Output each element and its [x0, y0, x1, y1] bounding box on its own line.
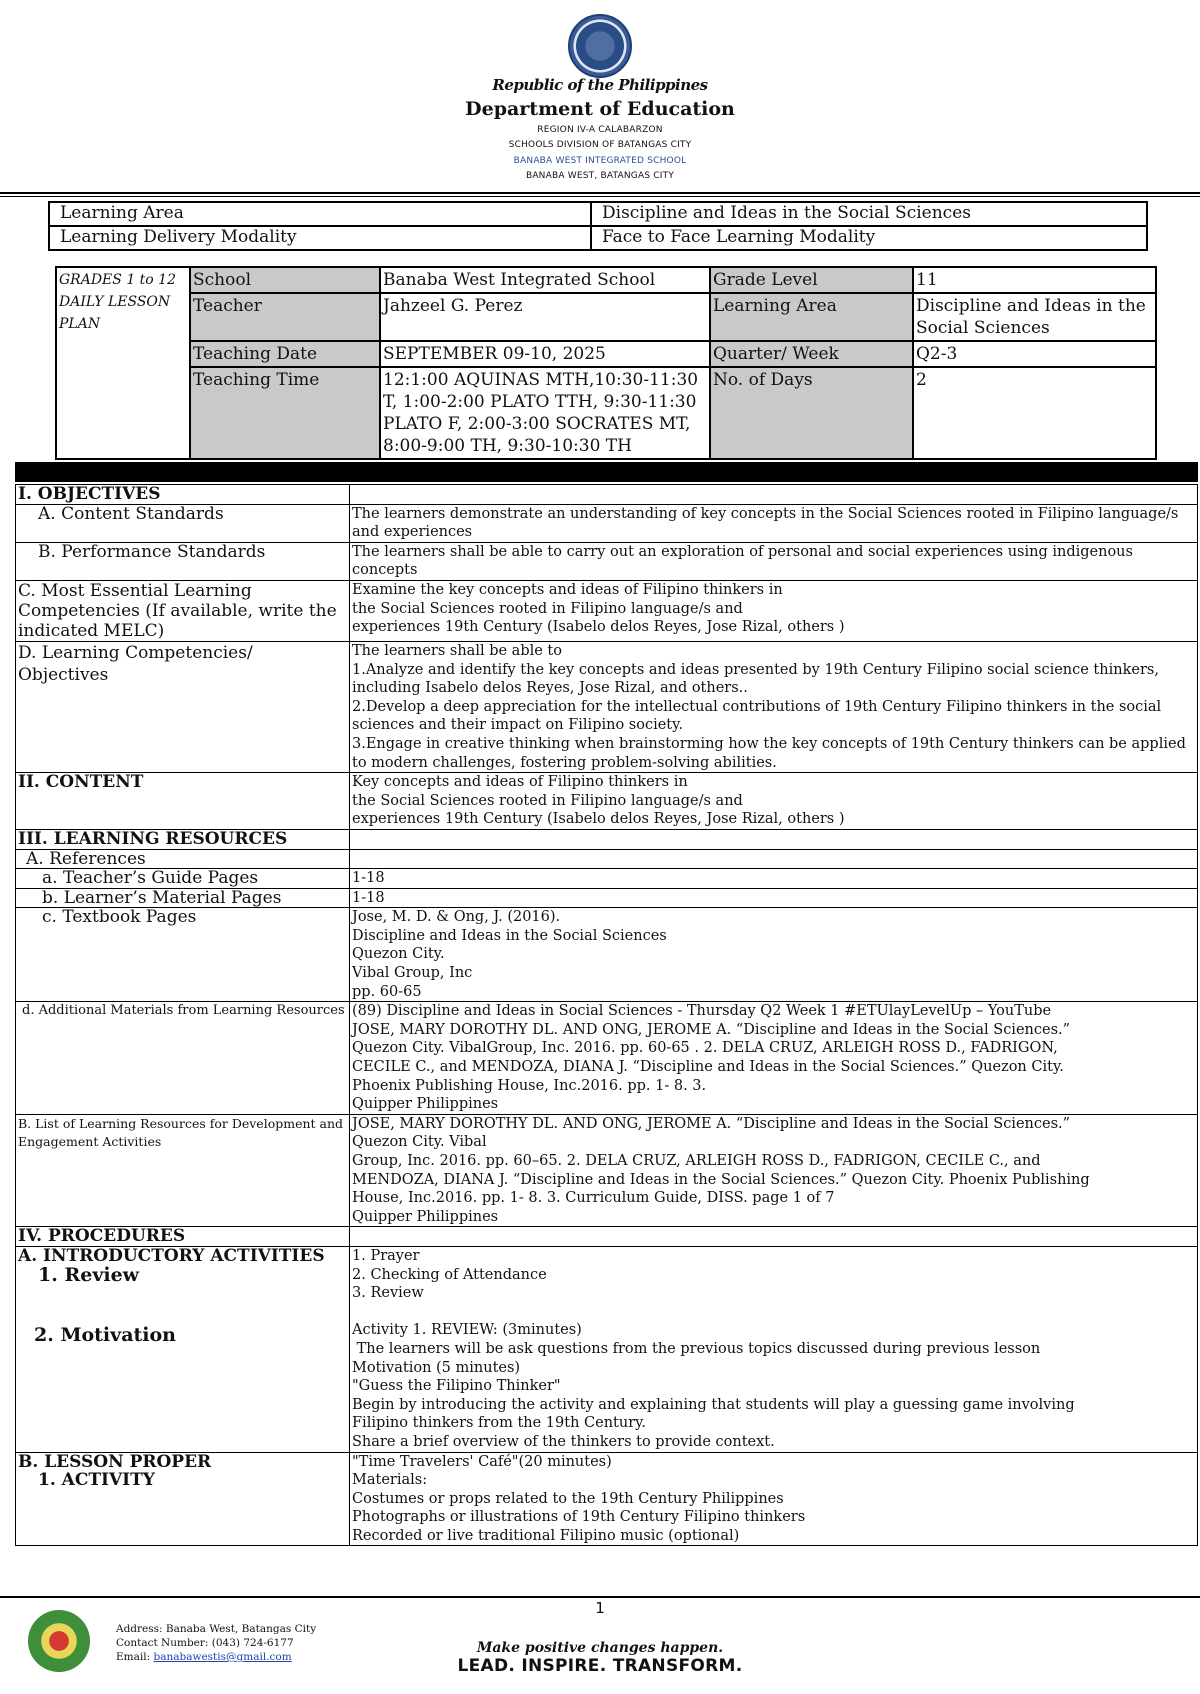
footer-email-label: Email: — [116, 1651, 151, 1663]
info-learning-area-value: Discipline and Ideas in the Social Sciences — [913, 293, 1156, 341]
procedures-label: IV. PROCEDURES — [16, 1227, 350, 1247]
melc-label: C. Most Essential Learning Competencies (If available, write the indicated MELC) — [16, 580, 350, 641]
footer-divider — [0, 1596, 1200, 1598]
school-value: Banaba West Integrated School — [380, 267, 710, 293]
dlp-title: GRADES 1 to 12 DAILY LESSON PLAN — [56, 267, 190, 459]
content-label: II. CONTENT — [16, 773, 350, 830]
grade-level-label: Grade Level — [710, 267, 913, 293]
textbook-value: Jose, M. D. & Ong, J. (2016). Discipline and Ideas in the Social Sciences Quezon City. Vibal Group, Inc pp. 60-65 — [350, 908, 1198, 1002]
content-value: Key concepts and ideas of Filipino thinkers in the Social Sciences rooted in Filipino language/s and experiences 19th Century (Isabelo delos Reyes, Jose Rizal, others ) — [350, 773, 1198, 830]
performance-standards-value: The learners shall be able to carry out an exploration of personal and social experiences using indigenous concepts — [350, 542, 1198, 580]
teacher-label: Teacher — [190, 293, 380, 341]
textbook-label: c. Textbook Pages — [16, 908, 350, 1002]
page-number: 1 — [595, 1599, 605, 1617]
table-header-bar — [15, 462, 1198, 482]
teaching-date-value: SEPTEMBER 09-10, 2025 — [380, 341, 710, 367]
lesson-proper-cell — [16, 1452, 350, 1546]
deped-seal-icon — [568, 14, 632, 78]
learning-competencies-value: The learners shall be able to 1.Analyze and identify the key concepts and ideas presented by 19th Century Filipino social science thinkers, including Isabelo delos Reyes, Jose Rizal, and others.. 2.Develop a deep appreciation for the intellectual contributions of 19th Century Filipino thinkers in the social sciences and their impact on Filipino society. 3.Engage in creative thinking when brainstorming how the key concepts of 19th Century thinkers can be applied to modern challenges, fostering problem-solving abilities. — [350, 641, 1198, 772]
days-value: 2 — [913, 367, 1156, 459]
modality-value: Face to Face Learning Modality — [591, 226, 1147, 250]
info-learning-area-label: Learning Area — [710, 293, 913, 341]
learning-area-table — [48, 201, 1148, 251]
learners-material-value: 1-18 — [350, 888, 1198, 908]
footer-email-link[interactable]: banabawestis@gmail.com — [153, 1651, 292, 1663]
teaching-date-label: Teaching Date — [190, 341, 380, 367]
learning-resources-list-label: B. List of Learning Resources for Development and Engagement Activities — [16, 1114, 350, 1227]
content-standards-label: A. Content Standards — [16, 504, 350, 542]
learners-material-label: b. Learner’s Material Pages — [16, 888, 350, 908]
additional-materials-value: (89) Discipline and Ideas in Social Sciences - Thursday Q2 Week 1 #ETUlayLevelUp – YouTube JOSE, MARY DOROTHY DL. AND ONG, JEROME A. “Discipline and Ideas in the Social Sciences.” Quezon City. VibalGroup, Inc. 2016. pp. 60-65 . 2. DELA CRUZ, ARLEIGH ROSS D., FADRIGON, CECILE C., and MENDOZA, DIANA J. “Discipline and Ideas in the Social Sciences.” Quezon City. Phoenix Publishing House, Inc.2016. pp. 1- 8. 3. Quipper Philippines — [350, 1002, 1198, 1115]
footer-slogan: Make positive changes happen. — [476, 1640, 724, 1656]
introductory-activities-label: A. INTRODUCTORY ACTIVITIES — [18, 1245, 325, 1266]
department-heading: Department of Education — [465, 98, 735, 120]
introductory-activities-cell — [16, 1246, 350, 1452]
teachers-guide-value: 1-18 — [350, 869, 1198, 889]
quarter-week-value: Q2-3 — [913, 341, 1156, 367]
review-label: 1. Review — [38, 1263, 140, 1286]
objectives-label: I. OBJECTIVES — [16, 485, 350, 505]
region-text: REGION IV-A CALABARZON — [537, 125, 663, 135]
lesson-info-table — [55, 266, 1157, 460]
footer-address: Address: Banaba West, Batangas City — [116, 1623, 317, 1635]
motivation-label: 2. Motivation — [34, 1324, 176, 1347]
activity-label: 1. ACTIVITY — [38, 1470, 155, 1491]
content-standards-value: The learners demonstrate an understanding of key concepts in the Social Sciences rooted in Filipino language/s and experiences — [350, 504, 1198, 542]
teaching-time-label: Teaching Time — [190, 367, 380, 459]
learning-resources-list-value: JOSE, MARY DOROTHY DL. AND ONG, JEROME A. “Discipline and Ideas in the Social Sciences.” Quezon City. Vibal Group, Inc. 2016. pp. 60–65. 2. DELA CRUZ, ARLEIGH ROSS D., FADRIGON, CECILE C., and MENDOZA, DIANA J. “Discipline and Ideas in the Social Sciences.” Quezon City. Phoenix Publishing House, Inc.2016. pp. 1- 8. 3. Curriculum Guide, DISS. page 1 of 7 Quipper Philippines — [350, 1114, 1198, 1227]
references-label: A. References — [16, 849, 350, 869]
performance-standards-label: B. Performance Standards — [16, 542, 350, 580]
header-divider-thin — [0, 196, 1200, 197]
header-divider — [0, 192, 1200, 194]
lesson-plan-table — [15, 484, 1198, 1546]
melc-value: Examine the key concepts and ideas of Filipino thinkers in the Social Sciences rooted in Filipino language/s and experiences 19th Century (Isabelo delos Reyes, Jose Rizal, others ) — [350, 580, 1198, 641]
school-name-text: BANABA WEST INTEGRATED SCHOOL — [513, 156, 687, 166]
quarter-week-label: Quarter/ Week — [710, 341, 913, 367]
modality-label: Learning Delivery Modality — [49, 226, 591, 250]
learning-resources-label: III. LEARNING RESOURCES — [16, 829, 350, 849]
teacher-value: Jahzeel G. Perez — [380, 293, 710, 341]
school-location-text: BANABA WEST, BATANGAS CITY — [525, 171, 675, 181]
additional-materials-label: d. Additional Materials from Learning Resources — [16, 1002, 350, 1115]
learning-area-label: Learning Area — [49, 202, 591, 226]
lesson-proper-label: B. LESSON PROPER — [18, 1451, 212, 1472]
learning-competencies-label: D. Learning Competencies/ Objectives — [16, 641, 350, 772]
footer-motto: LEAD. INSPIRE. TRANSFORM. — [457, 1656, 743, 1676]
grade-level-value: 11 — [913, 267, 1156, 293]
teachers-guide-label: a. Teacher’s Guide Pages — [16, 869, 350, 889]
lesson-proper-value: "Time Travelers' Café"(20 minutes) Materials: Costumes or props related to the 19th Century Philippines Photographs or illustrations of 19th Century Filipino thinkers Recorded or live traditional Filipino music (optional) — [350, 1452, 1198, 1546]
teaching-time-value: 12:1:00 AQUINAS MTH,10:30-11:30 T, 1:00-2:00 PLATO TTH, 9:30-11:30 PLATO F, 2:00-3:00 SOCRATES MT, 8:00-9:00 TH, 9:30-10:30 TH — [380, 367, 710, 459]
days-label: No. of Days — [710, 367, 913, 459]
school-label: School — [190, 267, 380, 293]
footer-contact: Contact Number: (043) 724-6177 — [116, 1637, 294, 1649]
learning-area-value: Discipline and Ideas in the Social Sciences — [591, 202, 1147, 226]
introductory-activities-value: 1. Prayer 2. Checking of Attendance 3. Review Activity 1. REVIEW: (3minutes) The learners will be ask questions from the previous topics discussed during previous lesson Motivation (5 minutes) "Guess the Filipino Thinker" Begin by introducing the activity and explaining that students will play a guessing game involving Filipino thinkers from the 19th Century. Share a brief overview of the thinkers to provide context. — [350, 1246, 1198, 1452]
division-text: SCHOOLS DIVISION OF BATANGAS CITY — [508, 140, 692, 150]
republic-heading: Republic of the Philippines — [492, 76, 708, 94]
